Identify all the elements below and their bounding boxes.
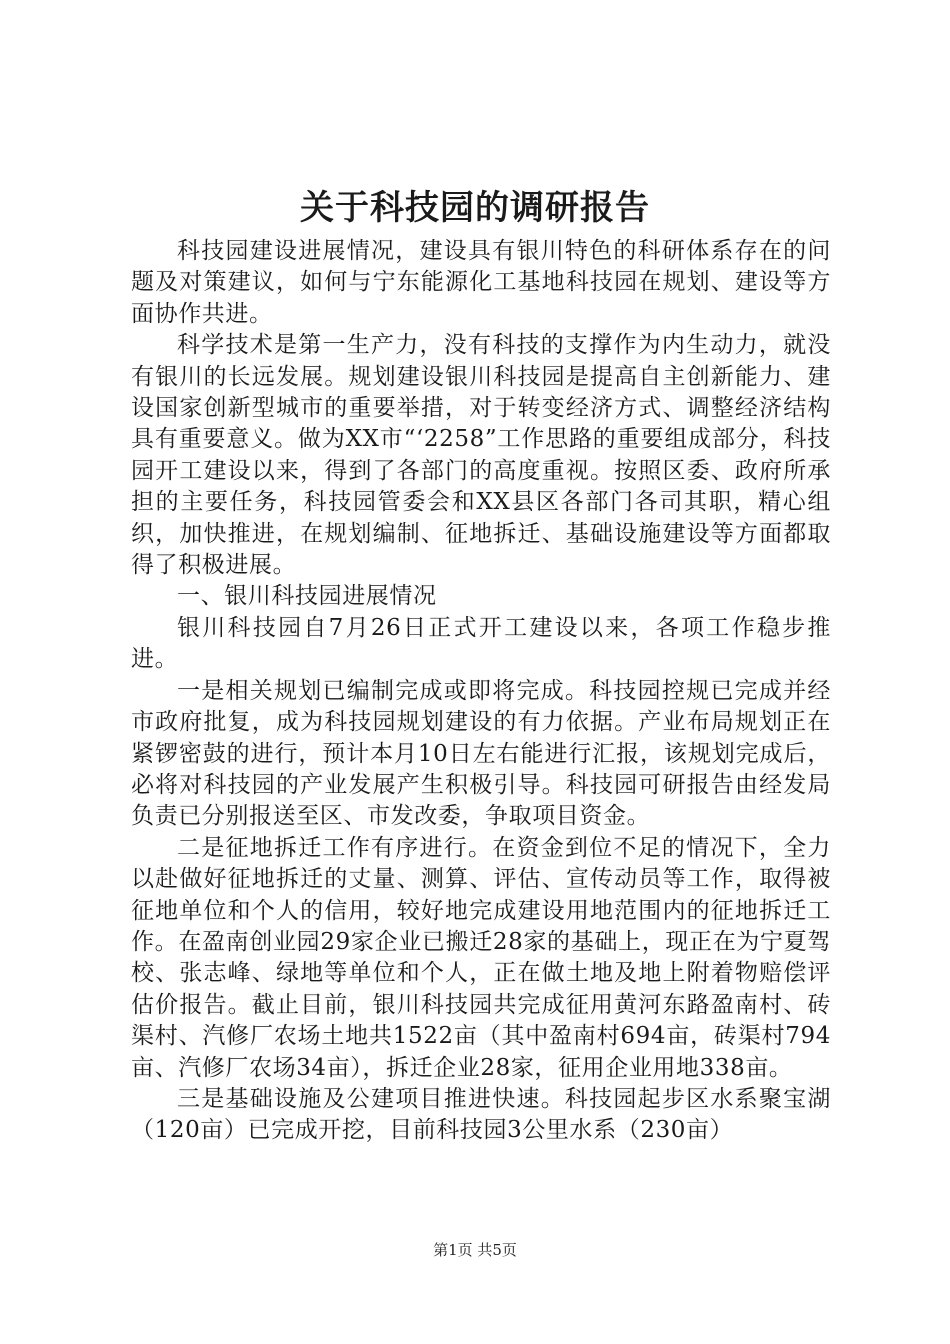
paragraph-planning: 一是相关规划已编制完成或即将完成。科技园控规已完成并经市政府批复，成为科技园规划建设的有力依据。产业布局规划正在紧锣密鼓的进行，预计本月10日左右能进行汇报，该规划完成后，必将对科技园的产业发展产生积极引导。科技园可研报告由经发局负责已分别报送至区、市发改委，争取项目资金。 [131,677,831,830]
document-title: 关于科技园的调研报告 [300,188,650,228]
paragraph-intro: 科技园建设进展情况，建设具有银川特色的科研体系存在的问题及对策建议，如何与宁东能源化工基地科技园在规划、建设等方面协作共进。 [131,238,831,327]
document-body [131,236,831,1147]
paragraph-start: 银川科技园自7月26日正式开工建设以来，各项工作稳步推进。 [131,614,831,673]
paragraph-land-acquisition: 二是征地拆迁工作有序进行。在资金到位不足的情况下，全力以赴做好征地拆迁的丈量、测算、评估、宣传动员等工作，取得被征地单位和个人的信用，较好地完成建设用地范围内的征地拆迁工作。在盈南创业园29家企业已搬迁28家的基础上，现正在为宁夏驾校、张志峰、绿地等单位和个人，正在做土地及地上附着物赔偿评估价报告。截止目前，银川科技园共完成征用黄河东路盈南村、砖渠村、汽修厂农场土地共1522亩（其中盈南村694亩，砖渠村794亩、汽修厂农场34亩），拆迁企业28家，征用企业用地338亩。 [131,834,831,1081]
paragraph-background: 科学技术是第一生产力，没有科技的支撑作为内生动力，就没有银川的长远发展。规划建设银川科技园是提高自主创新能力、建设国家创新型城市的重要举措，对于转变经济方式、调整经济结构具有重要意义。做为XX市“‘2258”工作思路的重要组成部分，科技园开工建设以来，得到了各部门的高度重视。按照区委、政府所承担的主要任务，科技园管委会和XX县区各部门各司其职，精心组织，加快推进，在规划编制、征地拆迁、基础设施建设等方面都取得了积极进展。 [131,332,831,579]
page-number-footer: 第1页 共5页 [433,1241,517,1259]
paragraph-infrastructure: 三是基础设施及公建项目推进快速。科技园起步区水系聚宝湖（120亩）已完成开挖，目前科技园3公里水系（230亩） [131,1085,831,1144]
section-heading-progress: 一、银川科技园进展情况 [177,583,437,610]
